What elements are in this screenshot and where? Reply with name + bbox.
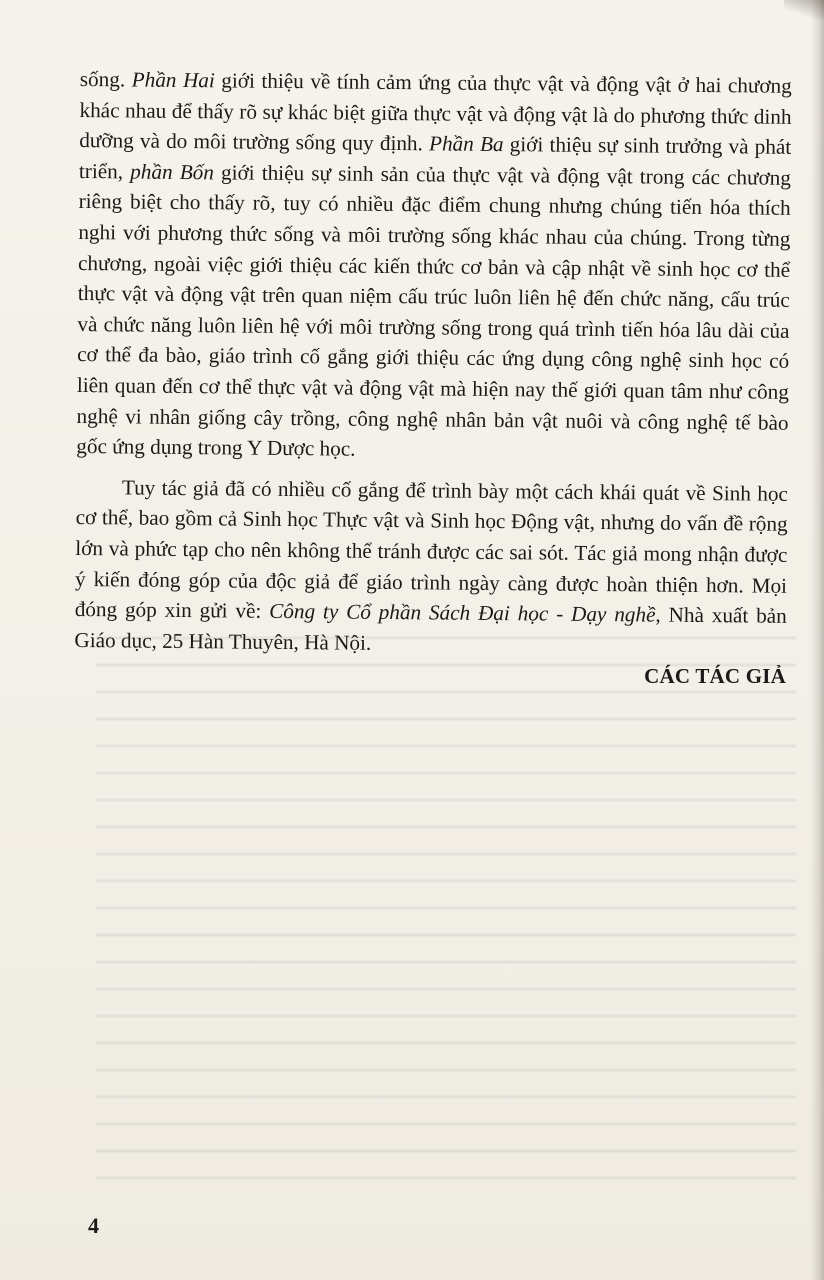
show-through-text	[96, 620, 796, 1180]
corner-shadow	[784, 0, 824, 20]
italic-run: Phần Hai	[131, 67, 215, 93]
paragraph-closing	[74, 472, 788, 662]
body-text	[74, 64, 792, 662]
text-run: , Nhà xuất bản Giáo dục, 25 Hàn Thuyên, Hà Nội.	[74, 602, 787, 655]
text-run: Tuy tác giả đã có nhiều cố gắng để trình bày một cách khái quát về Sinh học cơ thể, bao gồm cả Sinh học Thực vật và Sinh học Động vật, nhưng do vấn đề rộng lớn và phức tạp cho nên không thể tránh được các sai sót. Tác giả mong nhận được ý kiến đóng góp của độc giả để giáo trình ngày càng được hoàn thiện hơn. Mọi đóng góp xin gửi về:	[74, 475, 789, 623]
italic-run: phần Bốn	[130, 159, 215, 185]
text-run: giới thiệu sự sinh sản của thực vật và động vật trong các chương riêng biệt cho thấy rõ, tuy có nhiều đặc điểm chung nhưng chúng tiến hóa thích nghi với phương thức sống và môi trường sống khác nhau của chúng. Trong từng chương, ngoài việc giới thiệu các kiến thức cơ bản và cập nhật về sinh học cơ thể thực vật và động vật trên quan niệm cấu trúc luôn liên hệ đến chức năng, cấu trúc và chức năng luôn liên hệ với môi trường sống trong quá trình tiến hóa lâu dài của cơ thể đa bào, giáo trình cố gắng giới thiệu các ứng dụng công nghệ sinh học có liên quan đến cơ thể thực vật và động vật mà hiện nay thế giới quan tâm như công nghệ vi nhân giống cây trồng, công nghệ nhân bản vật nuôi và công nghệ tế bào gốc ứng dụng trong Y Dược học.	[76, 160, 792, 461]
page-edge-shadow	[810, 0, 824, 1280]
italic-run: Công ty Cổ phần Sách Đại học - Dạy nghề	[269, 598, 656, 627]
page-number: 4	[88, 1213, 99, 1238]
text-run: giới thiệu sự sinh trưởng và phát triển,	[78, 132, 792, 184]
italic-run: Phần Ba	[428, 131, 504, 157]
text-run: sống.	[79, 66, 132, 92]
paragraph-continued	[76, 64, 792, 469]
text-run: giới thiệu về tính cảm ứng của thực vật và động vật ở hai chương khác nhau để thấy rõ sự khác biệt giữa thực vật và động vật là do phương thức dinh dưỡng và do môi trường sống quy định.	[79, 68, 792, 156]
authors-signature: CÁC TÁC GIẢ	[644, 664, 786, 688]
